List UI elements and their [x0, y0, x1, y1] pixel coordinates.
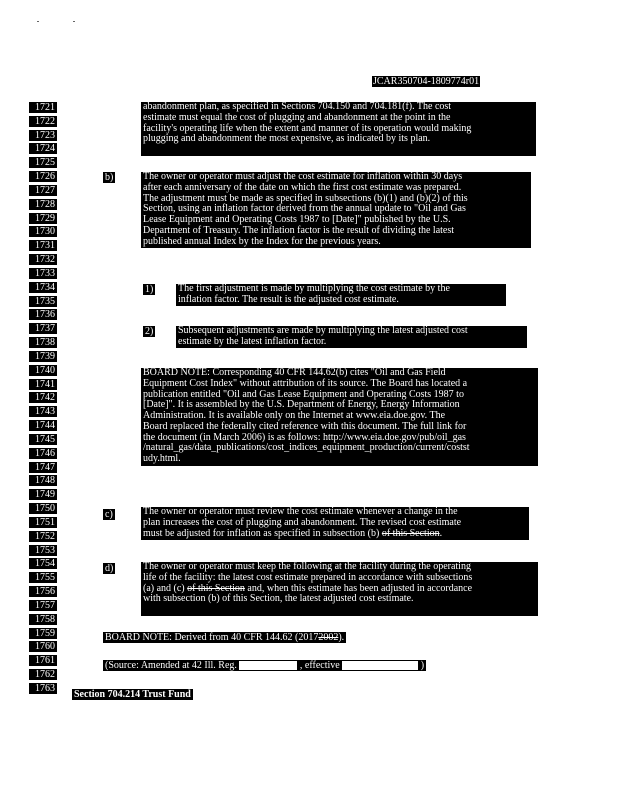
- section-heading: Section 704.214 Trust Fund: [74, 689, 191, 700]
- text-line: Lease Equipment and Operating Costs 1987 to [Date]" published by the U.S.: [143, 214, 451, 225]
- text-fragment: ): [420, 660, 425, 671]
- item-label-b1: 1): [145, 284, 154, 295]
- text-line: [Date]". It is assembled by the U.S. Department of Energy, Energy Information: [143, 399, 460, 411]
- line-number: 1761: [29, 655, 57, 666]
- item-b1: [176, 284, 506, 306]
- text-fragment: BOARD NOTE: Derived from 40 CFR 144.62 (2017: [105, 632, 319, 643]
- text-line: Administration. It is available only on the Internet at www.eia.doe.gov. The: [143, 410, 446, 421]
- source-note: [103, 660, 426, 671]
- text-fragment: (Source: Amended at 42 Ill. Reg.: [105, 660, 237, 671]
- line-number: 1722: [29, 116, 57, 127]
- line-number: 1723: [29, 130, 57, 141]
- line-number: 1748: [29, 475, 57, 486]
- text-line: [141, 529, 529, 540]
- line-number: 1745: [29, 434, 57, 445]
- paragraph-c: [141, 507, 529, 540]
- line-number: 1743: [29, 406, 57, 417]
- line-number: 1756: [29, 586, 57, 597]
- text-line: BOARD NOTE: Corresponding 40 CFR 144.62(b) cites "Oil and Gas Field: [143, 368, 446, 378]
- line-number: 1733: [29, 268, 57, 279]
- line-number: 1728: [29, 199, 57, 210]
- text-line: publication entitled "Oil and Gas Lease Equipment and Operating Costs 1987 to: [143, 388, 464, 400]
- text-line: after each anniversary of the date on which the first cost estimate was prepared.: [143, 181, 462, 193]
- line-number: 1754: [29, 558, 57, 569]
- line-number: 1726: [29, 171, 57, 182]
- subsection-label-b: b): [105, 172, 114, 183]
- text-line: Board replaced the federally cited reference with this document. The full link for: [143, 420, 467, 432]
- line-number: 1731: [29, 240, 57, 251]
- item-b2: [176, 326, 527, 348]
- text-line: Equipment Cost Index" without attribution of its source. The Board has located a: [143, 377, 468, 389]
- text-fragment: .: [439, 527, 443, 539]
- line-number: 1762: [29, 669, 57, 680]
- text-fragment: , effective: [299, 660, 340, 671]
- line-number: 1732: [29, 254, 57, 265]
- text-line: inflation factor. The result is the adjusted cost estimate.: [178, 293, 399, 305]
- line-number: 1740: [29, 365, 57, 376]
- line-number: 1735: [29, 296, 57, 307]
- line-number: 1760: [29, 641, 57, 652]
- text-line: The owner or operator must review the cost estimate whenever a change in the: [143, 507, 458, 517]
- text-line: abandonment plan, as specified in Sections 704.150 and 704.181(f). The cost: [143, 102, 452, 112]
- line-number: 1724: [29, 143, 57, 154]
- line-number: 1750: [29, 503, 57, 514]
- line-number: 1763: [29, 683, 57, 694]
- line-number: 1737: [29, 323, 57, 334]
- line-number: 1746: [29, 448, 57, 459]
- line-number: 1721: [29, 102, 57, 113]
- paragraph-a-continuation: [141, 102, 536, 156]
- text-line: Section, using an inflation factor derived from the annual update to "Oil and Gas: [143, 203, 466, 215]
- line-number: 1758: [29, 614, 57, 625]
- line-number: 1755: [29, 572, 57, 583]
- deleted-text: of this Section: [187, 582, 245, 594]
- deleted-text: 2002: [318, 632, 339, 643]
- line-number: 1757: [29, 600, 57, 611]
- text-fragment: ).: [338, 632, 345, 643]
- text-line: /natural_gas/data_publications/cost_indices_equipment_production/current/costst: [143, 442, 470, 454]
- paragraph-d: [141, 562, 538, 616]
- line-number: 1759: [29, 628, 57, 639]
- deleted-text: of this Section: [381, 527, 440, 539]
- line-number: 1736: [29, 309, 57, 320]
- text-fragment: (a) and (c): [143, 582, 185, 594]
- line-number: 1747: [29, 462, 57, 473]
- subsection-label-c: c): [105, 509, 113, 520]
- line-number: 1727: [29, 185, 57, 196]
- text-line: published annual Index by the Index for the previous years.: [143, 235, 381, 247]
- text-line: plugging and abandonment the most expensive, as indicated by its plan.: [143, 133, 431, 145]
- text-line: The first adjustment is made by multiplying the cost estimate by the: [178, 284, 450, 294]
- line-number: 1729: [29, 213, 57, 224]
- board-note-1: [141, 368, 538, 466]
- line-number: 1753: [29, 545, 57, 556]
- text-line: Department of Treasury. The inflation factor is the result of dividing the latest: [143, 224, 455, 236]
- scan-speck: [73, 21, 75, 22]
- text-line: life of the facility: the latest cost estimate prepared in accordance with subsections: [143, 571, 473, 583]
- line-number: 1741: [29, 379, 57, 390]
- board-note-2: [103, 632, 346, 643]
- text-fragment: must be adjusted for inflation as specified in subsection (b): [143, 527, 380, 539]
- text-line: plan increases the cost of plugging and abandonment. The revised cost estimate: [143, 516, 462, 528]
- document-id: JCAR350704-1809774r01: [373, 76, 480, 87]
- line-number: 1744: [29, 420, 57, 431]
- line-number: 1730: [29, 226, 57, 237]
- text-line: estimate by the latest inflation factor.: [178, 335, 327, 347]
- line-number: 1738: [29, 337, 57, 348]
- line-number: 1749: [29, 489, 57, 500]
- blank-placeholder: [342, 661, 418, 670]
- text-line: The owner or operator must adjust the cost estimate for inflation within 30 days: [143, 172, 463, 182]
- subsection-label-d: d): [105, 563, 114, 574]
- scan-speck: [37, 21, 39, 22]
- line-number: 1734: [29, 282, 57, 293]
- text-line: The owner or operator must keep the following at the facility during the operating: [143, 562, 471, 572]
- text-line: estimate must equal the cost of plugging and abandonment at the point in the: [143, 111, 451, 123]
- line-number: 1752: [29, 531, 57, 542]
- line-number: 1751: [29, 517, 57, 528]
- line-number: 1725: [29, 157, 57, 168]
- text-line: The adjustment must be made as specified in subsections (b)(1) and (b)(2) of this: [143, 192, 468, 204]
- text-line: Subsequent adjustments are made by multiplying the latest adjusted cost: [178, 326, 468, 336]
- text-line: the document (in March 2006) is as follows: http://www.eia.doe.gov/pub/oil_gas: [143, 431, 466, 443]
- text-line: with subsection (b) of this Section, the latest adjusted cost estimate.: [143, 593, 414, 605]
- item-label-b2: 2): [145, 326, 154, 337]
- text-fragment: and, when this estimate has been adjusted in accordance: [244, 582, 473, 594]
- line-number: 1742: [29, 392, 57, 403]
- blank-placeholder: [239, 661, 297, 670]
- paragraph-b: [141, 172, 531, 248]
- text-line: udy.html.: [143, 453, 181, 464]
- line-number: 1739: [29, 351, 57, 362]
- text-line: facility's operating life when the extent and manner of its operation would making: [143, 122, 472, 134]
